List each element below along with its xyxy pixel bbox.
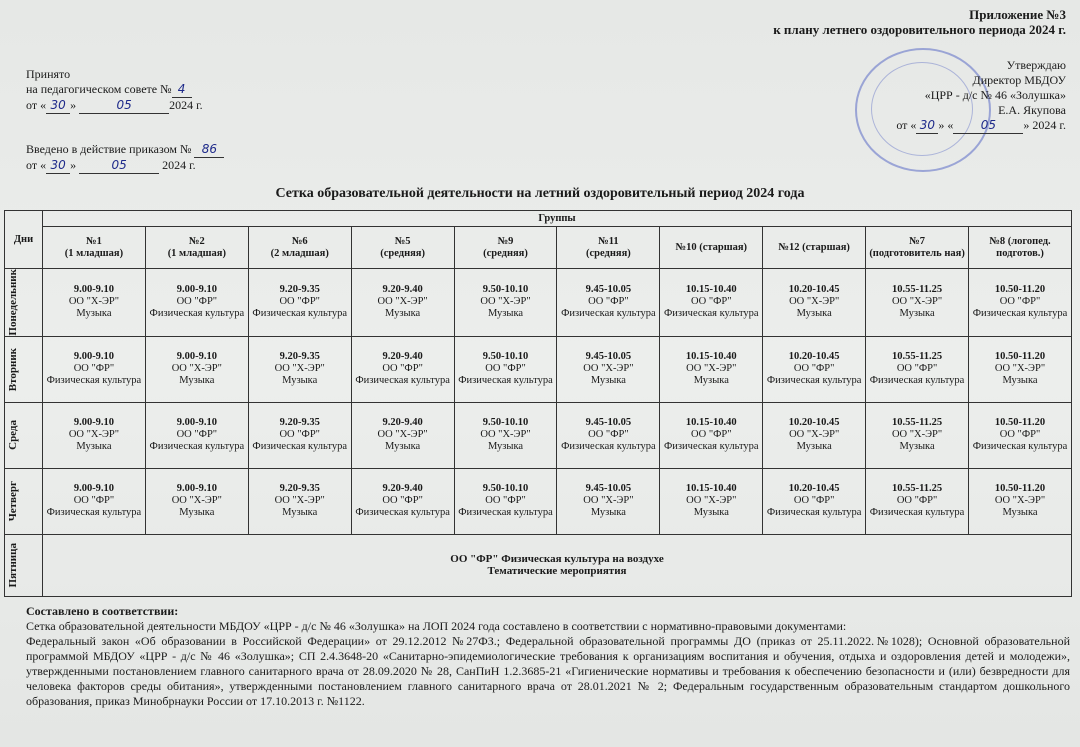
session-time: 9.20-9.35 [279,417,320,429]
session-time: 10.15-10.40 [685,417,737,429]
schedule-cell [145,402,248,468]
group-number: №9 [497,235,514,247]
schedule-cell [557,336,660,402]
approve-line3: «ЦРР - д/с № 46 «Золушка» [924,88,1066,102]
schedule-cell [866,402,969,468]
day-name: Понедельник [7,269,19,336]
schedule-cell [43,402,146,468]
approve-date-prefix: от « [896,118,917,132]
session-time: 9.20-9.35 [279,351,320,363]
session-time: 9.00-9.10 [176,483,217,495]
schedule-cell [43,468,146,534]
approval-block [896,58,1066,134]
education-area: ОО "Х-ЭР" [171,363,222,375]
group-age: (2 младшая) [270,247,329,259]
group-header-cell [866,227,969,269]
group-age: (подготовитель ная) [869,247,965,259]
schedule-cell [557,468,660,534]
subject: Музыка [590,507,626,519]
approve-line5 [896,118,1066,134]
schedule-cell [43,269,146,337]
schedule-cell [557,402,660,468]
schedule-cell [969,269,1072,337]
schedule-cell [248,336,351,402]
subject: Физическая культура [149,308,245,320]
group-age: (средняя) [380,247,425,259]
session-time: 9.00-9.10 [73,417,115,429]
education-area: ОО "ФР" [73,363,115,375]
group-header-cell [43,227,146,269]
schedule-cell [866,269,969,337]
schedule-cell [660,402,763,468]
group-header-cell [660,227,763,269]
day-name: Четверг [7,481,19,522]
subject: Физическая культура [355,507,450,519]
accepted-date-prefix: от « [26,98,47,112]
education-area: ОО "Х-ЭР" [686,495,737,507]
approve-month: 05 [953,118,1023,134]
introduced-line1 [26,142,224,158]
education-area: ОО "Х-ЭР" [891,429,943,441]
accepted-month: 05 [79,98,169,114]
subject: Музыка [385,308,421,320]
accepted-council-label: на педагогическом совете № [26,82,172,96]
session-time: 10.15-10.40 [685,483,737,495]
schedule-cell [763,468,866,534]
education-area: ОО "Х-ЭР" [377,296,428,308]
group-header-cell [454,227,557,269]
education-area: ОО "Х-ЭР" [789,296,840,308]
accepted-year: 2024 г. [169,98,203,112]
footer-line1: Сетка образовательной деятельности МБДОУ «ЦРР - д/с № 46 «Золушка» на ЛОП 2024 года составлено в соответствии с нормативно-правовыми документами: [26,619,847,633]
group-number: №1 [86,235,102,247]
group-number: №2 [188,235,205,247]
education-area: ОО "ФР" [279,429,320,441]
day-name-cell [5,269,43,337]
subject: Музыка [179,507,215,519]
education-area: ОО "Х-ЭР" [891,296,943,308]
group-number: №10 (старшая) [675,241,748,253]
session-time: 10.55-11.25 [891,284,943,296]
friday-activity-line1: ОО "ФР" Физическая культура на воздухе [450,553,664,566]
group-number: №5 [394,235,411,247]
schedule-cell [969,336,1072,402]
schedule-cell [866,468,969,534]
subject: Музыка [899,308,935,320]
education-area: ОО "Х-ЭР" [68,429,120,441]
subject: Музыка [76,308,112,320]
subject: Физическая культура [972,441,1068,453]
education-area: ОО "ФР" [382,363,423,375]
subject: Музыка [385,441,421,453]
schedule-cell [660,468,763,534]
education-area: ОО "ФР" [73,495,115,507]
group-number: №12 (старшая) [778,241,850,253]
education-area: ОО "ФР" [176,429,218,441]
footer-heading: Составлено в соответствии: [26,604,179,618]
subject: Музыка [487,308,524,320]
subject: Физическая культура [252,441,348,453]
schedule-cell [145,269,248,337]
education-area: ОО "Х-ЭР" [583,495,634,507]
session-time: 9.50-10.10 [482,417,529,429]
schedule-cell [145,336,248,402]
schedule-cell [351,468,454,534]
session-time: 9.20-9.40 [382,351,423,363]
accepted-date-mid: » [70,98,77,112]
group-age: (средняя) [483,247,528,259]
session-time: 10.55-11.25 [891,483,943,495]
session-time: 9.45-10.05 [585,284,632,296]
day-name-cell [5,402,43,468]
subject: Музыка [796,308,832,320]
session-time: 10.50-11.20 [994,351,1046,363]
schedule-cell [660,336,763,402]
subject: Физическая культура [46,507,142,519]
subject: Физическая культура [561,308,656,320]
schedule-cell [43,336,146,402]
document-title: Сетка образовательной деятельности на летний оздоровительный период 2024 года [275,186,805,201]
subject: Физическая культура [663,441,759,453]
session-time: 10.50-11.20 [994,483,1046,495]
subject: Физическая культура [458,507,553,519]
group-number: №11 [598,235,619,247]
session-time: 10.20-10.45 [788,417,840,429]
subject: Музыка [1002,375,1038,387]
introduced-date-prefix: от « [26,158,47,172]
appendix-line1: Приложение №3 [969,7,1066,22]
introduced-line2 [26,158,224,174]
session-time: 10.55-11.25 [891,351,943,363]
session-time: 9.20-9.40 [382,284,423,296]
accepted-line1: Принято [26,67,71,81]
session-time: 9.45-10.05 [585,483,632,495]
group-header-cell [248,227,351,269]
session-time: 9.20-9.35 [279,483,320,495]
day-row [5,336,1072,402]
session-time: 10.15-10.40 [685,284,737,296]
session-time: 9.45-10.05 [585,351,632,363]
group-number: №6 [291,235,308,247]
introduced-month: 05 [79,158,159,174]
accepted-line3 [26,98,203,114]
education-area: ОО "ФР" [793,495,835,507]
session-time: 10.15-10.40 [685,351,737,363]
subject: Физическая культура [149,441,245,453]
groups-header: Группы [43,211,1072,227]
group-age: подготов.) [996,247,1044,259]
day-name-cell [5,534,43,596]
session-time: 9.00-9.10 [73,483,115,495]
day-name: Пятница [7,543,19,588]
footer-paragraph: Федеральный закон «Об образовании в Российской Федерации» от 29.12.2012 №27ФЗ.; Федеральной образовательной программы ДО (приказ от 25.11.2022.№1028); Основной образовательной программой МБДОУ «ЦРР - д/с № 46 «Золушка»; СП 2.4.3648-20 «Санитарно-эпидемиологические требования к организациям воспитания и обучения, отдыха и оздоровления детей и молодежи», утвержденными постановлением главного санитарного врача от 28.09.2020 № 28, СанПиН 1.2.3685-21 «Гигиенические нормативы и требования к обеспечению безопасности и (или) безвредности для человека факторов среды обитания», утвержденными постановлением главного санитарного врача от 28.01.2021 № 2; Федеральным государственным образовательным стандартом дошкольного образования, приказ Минобрнауки России от 17.10.2013 г. №1122. [26,634,1070,708]
schedule-cell [145,468,248,534]
session-time: 10.50-11.20 [994,284,1046,296]
schedule-table [4,210,1072,597]
appendix-header [773,7,1066,37]
schedule-cell [351,269,454,337]
schedule-cell [454,468,557,534]
subject: Физическая культура [766,507,862,519]
session-time: 10.55-11.25 [891,417,943,429]
education-area: ОО "ФР" [485,495,526,507]
education-area: ОО "Х-ЭР" [686,363,737,375]
subject: Физическая культура [561,441,656,453]
group-header-cell [351,227,454,269]
subject: Физическая культура [355,375,450,387]
approve-line1: Утверждаю [1006,58,1066,72]
subject: Физическая культура [252,308,348,320]
schedule-cell [763,336,866,402]
schedule-cell [454,336,557,402]
day-row [5,468,1072,534]
accepted-line2 [26,82,203,98]
schedule-cell [969,402,1072,468]
schedule-body [5,269,1072,597]
group-age: (средняя) [586,247,631,259]
session-time: 10.50-11.20 [994,417,1046,429]
subject: Музыка [590,375,626,387]
session-time: 9.45-10.05 [585,417,632,429]
subject: Физическая культура [869,507,965,519]
group-age: (1 младшая) [167,247,226,259]
subject: Музыка [693,507,729,519]
accepted-day: 30 [46,98,70,114]
introduced-date-mid: » [70,158,77,172]
education-area: ОО "ФР" [588,429,629,441]
group-number: №8 (логопед. [989,235,1051,247]
education-area: ОО "Х-ЭР" [994,363,1046,375]
subject: Музыка [693,375,729,387]
subject: Музыка [899,441,935,453]
session-time: 9.50-10.10 [482,284,529,296]
accepted-block [26,67,203,114]
subject: Музыка [76,441,112,453]
schedule-cell [763,269,866,337]
education-area: ОО "Х-ЭР" [68,296,120,308]
schedule-cell [351,336,454,402]
education-area: ОО "Х-ЭР" [171,495,222,507]
group-header-cell [145,227,248,269]
education-area: ОО "Х-ЭР" [789,429,840,441]
session-time: 10.20-10.45 [788,483,840,495]
group-header-row [5,227,1072,269]
schedule-cell [969,468,1072,534]
day-row [5,402,1072,468]
schedule-cell [660,269,763,337]
schedule-cell [763,402,866,468]
subject: Музыка [179,375,215,387]
appendix-line2: к плану летнего оздоровительного периода 2024 г. [773,22,1066,37]
introduced-day: 30 [46,158,70,174]
day-name: Вторник [7,347,19,391]
session-time: 10.20-10.45 [788,351,840,363]
approve-line4: Е.А. Якупова [998,103,1066,117]
subject: Физическая культура [972,308,1068,320]
education-area: ОО "ФР" [896,363,938,375]
schedule-cell [866,336,969,402]
subject: Музыка [796,441,832,453]
subject: Музыка [1002,507,1038,519]
day-name: Среда [7,420,19,451]
session-time: 10.20-10.45 [788,284,840,296]
subject: Физическая культура [458,375,553,387]
group-header-cell [557,227,660,269]
education-area: ОО "Х-ЭР" [274,495,325,507]
subject: Музыка [282,375,318,387]
subject: Музыка [282,507,318,519]
subject: Музыка [487,441,524,453]
approve-line2: Директор МБДОУ [972,73,1066,87]
session-time: 9.00-9.10 [73,284,115,296]
education-area: ОО "ФР" [999,296,1041,308]
education-area: ОО "ФР" [485,363,526,375]
session-time: 9.00-9.10 [176,351,217,363]
session-time: 9.20-9.40 [382,483,423,495]
education-area: ОО "Х-ЭР" [274,363,325,375]
session-time: 9.50-10.10 [482,483,529,495]
schedule-cell [248,269,351,337]
education-area: ОО "ФР" [176,296,218,308]
group-header-cell [969,227,1072,269]
friday-activity-line2: Тематические мероприятия [487,565,627,578]
subject: Физическая культура [663,308,759,320]
approve-year: » 2024 г. [1023,118,1066,132]
education-area: ОО "ФР" [691,296,732,308]
schedule-cell [454,269,557,337]
education-area: ОО "ФР" [279,296,320,308]
session-time: 9.00-9.10 [73,351,115,363]
education-area: ОО "Х-ЭР" [583,363,634,375]
education-area: ОО "ФР" [382,495,423,507]
education-area: ОО "ФР" [896,495,938,507]
session-time: 9.00-9.10 [176,417,217,429]
subject: Физическая культура [766,375,862,387]
day-row [5,269,1072,337]
education-area: ОО "Х-ЭР" [994,495,1046,507]
group-header-cell [763,227,866,269]
schedule-cell [248,468,351,534]
subject: Физическая культура [46,375,142,387]
session-time: 9.00-9.10 [176,284,217,296]
days-header: Дни [5,211,43,269]
approve-day: 30 [916,118,938,134]
friday-activities-cell [43,534,1072,596]
introduced-order-label: Введено в действие приказом № [26,142,192,156]
education-area: ОО "ФР" [588,296,629,308]
subject: Физическая культура [869,375,965,387]
schedule-cell [248,402,351,468]
education-area: ОО "ФР" [999,429,1041,441]
approve-date-mid: » « [938,118,954,132]
session-time: 9.20-9.40 [382,417,423,429]
education-area: ОО "ФР" [691,429,732,441]
introduced-block [26,142,224,174]
session-time: 9.20-9.35 [279,284,320,296]
group-number: №7 [909,235,925,247]
schedule-cell [454,402,557,468]
day-row-friday [5,534,1072,596]
footer-notes [26,604,1070,709]
schedule-cell [557,269,660,337]
introduced-year: 2024 г. [162,158,196,172]
education-area: ОО "Х-ЭР" [480,429,531,441]
day-name-cell [5,468,43,534]
group-age: (1 младшая) [64,247,124,259]
education-area: ОО "Х-ЭР" [480,296,531,308]
day-name-cell [5,336,43,402]
accepted-council-number: 4 [172,82,192,98]
education-area: ОО "ФР" [793,363,835,375]
education-area: ОО "Х-ЭР" [377,429,428,441]
introduced-order-number: 86 [194,142,224,158]
schedule-cell [351,402,454,468]
session-time: 9.50-10.10 [482,351,529,363]
